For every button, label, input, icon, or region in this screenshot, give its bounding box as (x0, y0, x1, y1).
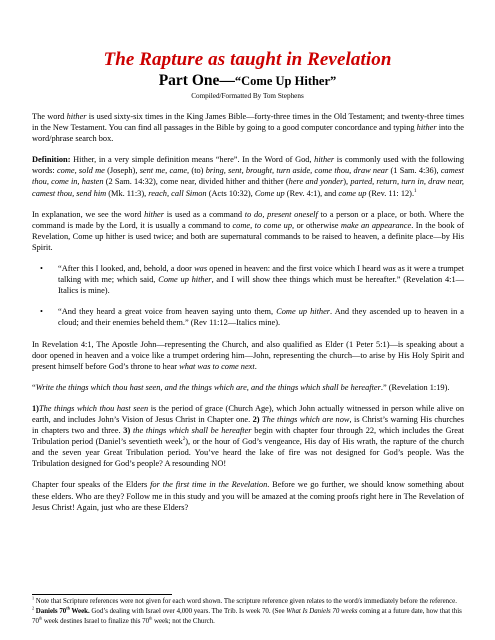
text: God’s dealing with Israel over 4,000 years. The Trib. Is week 70. (See (89, 608, 287, 616)
ordinal-suffix: th (38, 615, 43, 621)
emphasis: hither (144, 209, 164, 219)
text: , and I will show thee things which must be hereafter.” (Revelation 4:1—Italics is mine). (58, 275, 464, 296)
definition-label: Definition: (32, 155, 71, 165)
text: Chapter four speaks of the Elders (32, 480, 151, 490)
document-body (32, 111, 464, 523)
text: (to) (189, 166, 206, 176)
paragraph-hither-usage (32, 111, 464, 144)
text: (Rev. 4:1), and (284, 188, 339, 198)
number-label: 2) (252, 414, 260, 424)
emphasis: make an appearance (340, 220, 412, 230)
emphasis: was (194, 264, 208, 274)
emphasis: come, sold me (56, 166, 105, 176)
emphasis: sent me, came, (139, 166, 190, 176)
text: coming at a future date, how that this 70 (32, 608, 462, 625)
text: . In the book of Revelation, Come up hither is used twice; and both are supernatural commands to be raised to heaven, a definite place—by His Spirit. (32, 220, 464, 252)
emphasis: what was to come next (179, 361, 255, 371)
emphasis: The things which thou hast seen (38, 403, 149, 413)
text: (Mk. 11:3), (106, 188, 149, 198)
text: . (254, 361, 257, 371)
number-label: 1) (32, 403, 39, 413)
emphasis: come up (338, 188, 367, 198)
paragraph-elders (32, 479, 464, 512)
footnote-number: 2 (32, 606, 35, 611)
ordinal-suffix: th (149, 615, 153, 621)
text: “And they heard a great voice from heaven saying unto them, (58, 307, 277, 317)
footnote-ref-1[interactable]: 1 (414, 188, 417, 194)
footnote-text: Note that Scripture references were not given for each word shown. The scripture reference given relates to the word/s immediately before the reference. (34, 598, 457, 605)
text: (Acts 10:32), (206, 188, 255, 198)
text: is used as a command (164, 209, 245, 219)
emphasis: The things which are now (262, 414, 350, 424)
footnote-number: 1 (32, 595, 35, 601)
text: ), or the hour of God’s vengeance, His day of His wrath, the rapture of the church and the seven year Great Tribulation period. You’ve heard the lake of fire was not designed for God’s people. Was the Tribulation designed for God’s people? A resounding NO! (32, 437, 465, 469)
footnote-label (34, 608, 90, 615)
text: In explanation, we see the word (32, 209, 145, 219)
footnotes (32, 597, 464, 627)
emphasis: What Is Daniels 70 weeks (286, 608, 358, 616)
emphasis: for the first time in the Revelation (150, 480, 268, 490)
emphasis: was (382, 264, 396, 274)
emphasis: parted, return, turn in, draw near, camest thou, send him (32, 177, 464, 198)
text: . And they ascended up to heaven in a cloud; and their enemies beheld them.” (Rev 11:12—Italics mine). (58, 307, 465, 328)
paragraph-revelation-1-19 (32, 382, 464, 393)
text: “After this I looked, and, behold, a door (58, 264, 195, 274)
part-label: Part One (158, 72, 220, 89)
text: (2 Sam. 14:32), come near, divided hither and thither ( (103, 177, 289, 187)
text: Daniels 70 (34, 608, 67, 616)
emphasis: hither (314, 155, 335, 165)
text: .” (Revelation 1:19). (380, 382, 450, 392)
text: week; not the Church. (152, 617, 215, 625)
document-subtitle (0, 72, 495, 90)
part-subtitle: “Come Up Hither” (234, 74, 337, 88)
text: begin with chapter four through 22, which includes the Great Tribulation period (Daniel’s seventieth week (32, 426, 464, 447)
text: . Before we go further, we should know something about these elders. Who are they? Follow me in this study and you will be amazed at the coming proofs right here in The Revelation of Jesus Christ! Again, just who are these Elders? (32, 480, 464, 512)
text: (1 Sam. 4:36), (388, 166, 441, 176)
emphasis: Come up (254, 188, 285, 198)
emphasis: to do, present oneself (244, 209, 318, 219)
emphasis: hither (416, 123, 437, 133)
emphasis: reach, call Simon (148, 188, 207, 198)
list-item (32, 263, 464, 296)
text: Hither, in a very simple definition means “here”. In the Word of God, (70, 155, 315, 165)
scripture-list (32, 263, 464, 328)
text: Week. (69, 608, 90, 616)
text: week destines Israel to finalize this 70 (42, 617, 150, 625)
footnote-1 (32, 597, 464, 606)
list-item (32, 306, 464, 328)
footnote-2 (32, 607, 464, 626)
text: is commonly used with the following words: (32, 155, 464, 176)
paragraph-revelation-4-1 (32, 339, 464, 372)
text: “ (32, 382, 36, 392)
text: ), (343, 177, 351, 187)
text: or otherwise (294, 220, 341, 230)
emphasis: camest thou, come in, hasten (32, 166, 464, 187)
document-title: The Rapture as taught in Revelation (103, 49, 392, 70)
text: to a person or a place, or both. Where the command is made by the Lord, it is usually a command to (32, 209, 464, 230)
paragraph-explanation (32, 209, 464, 253)
bullet-icon: • (40, 264, 43, 274)
text: is the period of grace (Church Age), which John actually witnessed in person while alive on earth, and includes John’s Vision of Jesus Christ in Chapter one. (32, 403, 465, 424)
emphasis: come, to come up, (232, 220, 295, 230)
compiled-by: Compiled/Formatted By Tom Stephens (191, 92, 304, 100)
text: In Revelation 4:1, The Apostle John—representing the Church, and also qualified as Elder (1 Peter 5:1)—is speaking about a door opened in heaven and a voice like a trumpet ordering him—John, representing the church—to arise by His Holy Spirit and present himself before God’s throne to hear (32, 339, 464, 371)
text: (Joseph), (104, 166, 140, 176)
emphasis: the things which shall be hereafter (132, 426, 252, 436)
emphasis: Write the things which thou hast seen, and the things which are, and the things which shall be hereafter (35, 382, 381, 392)
emphasis: bring, sent, brought, turn aside, come thou, draw near (205, 166, 389, 176)
number-label: 3) (123, 426, 131, 436)
emphasis: hither (66, 112, 87, 121)
text: (Rev. 11: 12). (366, 188, 415, 198)
subtitle-dash: — (219, 72, 235, 89)
paragraph-three-divisions (32, 403, 464, 470)
text: , is Christ’s warning His churches in chapters two and three. (32, 414, 464, 436)
emphasis: Come up hither (158, 275, 212, 285)
text: as it were a trumpet talking with me; which said, (58, 264, 464, 285)
footnote-ref-2[interactable]: 2 (182, 437, 186, 443)
footnote-divider (32, 594, 172, 595)
text: is used sixty-six times in the King James Bible—forty-three times in the Old Testament; and twenty-three times in the New Testament. You can find all passages in the Bible by going to a good computer concordance and typing (32, 112, 464, 133)
emphasis: here and yonder (288, 177, 344, 187)
ordinal-suffix: th (66, 606, 70, 611)
emphasis: Come up hither (276, 307, 331, 317)
paragraph-definition (32, 154, 464, 198)
text: opened in heaven: and the first voice which I heard (207, 264, 383, 274)
text: into the word/phrase search box. (32, 123, 464, 144)
bullet-icon: • (40, 307, 43, 317)
text: The word (32, 112, 67, 121)
